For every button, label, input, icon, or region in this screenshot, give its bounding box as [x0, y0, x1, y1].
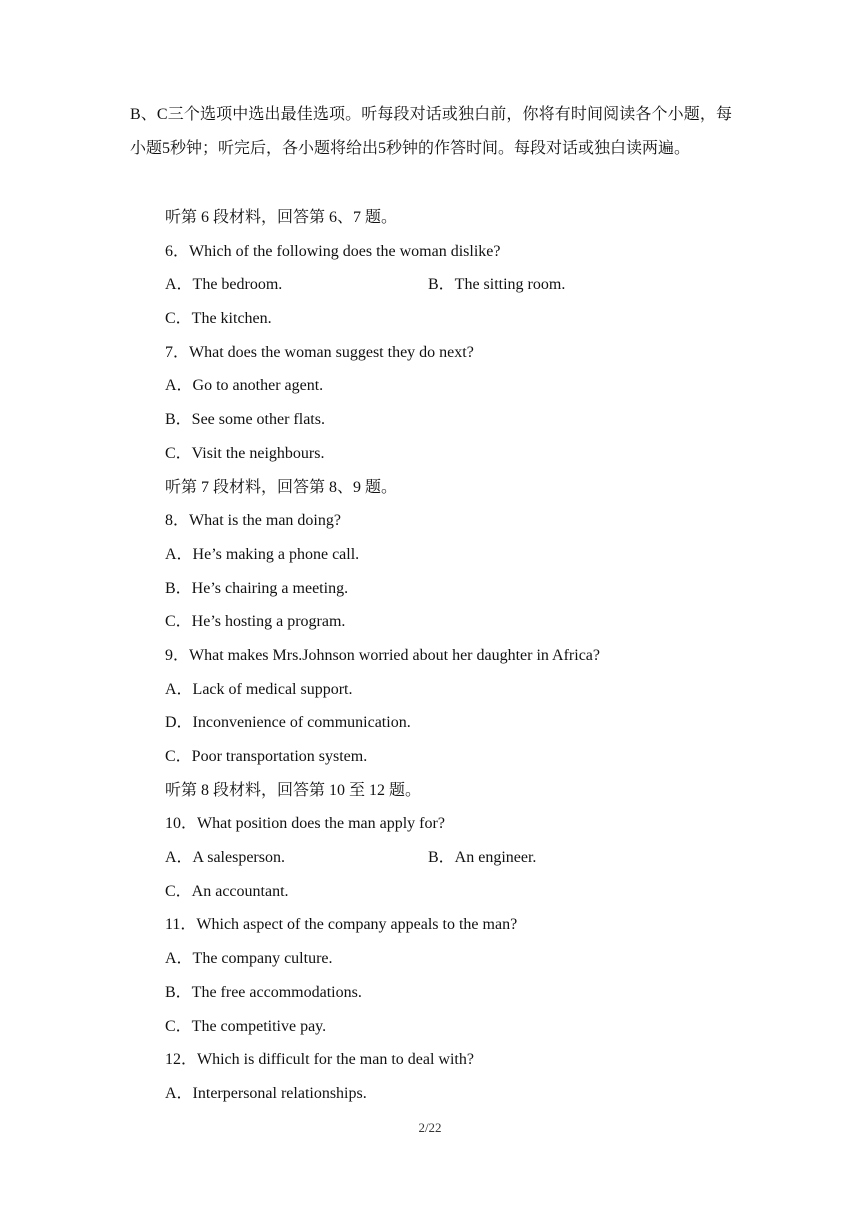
question-12-option-a: A．Interpersonal relationships.: [165, 1084, 367, 1102]
question-10-option-a: A．A salesperson.: [165, 849, 285, 867]
page-number: 2/22: [418, 1120, 442, 1135]
question-7-option-b: B．See some other flats.: [165, 411, 325, 429]
section-heading-8: 听第 8 段材料，回答第 10 至 12 题。: [165, 781, 422, 799]
questions-content: [165, 201, 735, 1111]
question-8-stem: 8．What is the man doing?: [165, 512, 341, 530]
question-9-option-a: A．Lack of medical support.: [165, 680, 353, 698]
question-10-stem: 10．What position does the man apply for?: [165, 815, 445, 833]
question-10-option-c: C．An accountant.: [165, 882, 289, 900]
section-heading-6: 听第 6 段材料，回答第 6、7 题。: [165, 209, 398, 226]
question-7-stem: 7．What does the woman suggest they do next?: [165, 343, 474, 361]
question-11-stem: 11．Which aspect of the company appeals to the man?: [165, 916, 518, 934]
question-7-option-c: C．Visit the neighbours.: [165, 444, 325, 462]
question-9-option-b: D．Inconvenience of communication.: [165, 714, 411, 732]
question-8-option-c: C．He’s hosting a program.: [165, 613, 346, 631]
question-6-options-row: [165, 268, 735, 302]
question-12-stem: 12．Which is difficult for the man to deal with?: [165, 1051, 474, 1069]
question-6-option-b: B．The sitting room.: [428, 276, 566, 294]
question-9-stem: 9．What makes Mrs.Johnson worried about her daughter in Africa?: [165, 646, 600, 664]
question-10-option-b: B．An engineer.: [428, 849, 537, 867]
question-11-option-a: A．The company culture.: [165, 950, 333, 968]
question-9-option-c: C．Poor transportation system.: [165, 748, 368, 765]
section-heading-7: 听第 7 段材料，回答第 8、9 题。: [165, 478, 398, 496]
question-6-option-c: C．The kitchen.: [165, 310, 272, 328]
question-8-option-a: A．He’s making a phone call.: [165, 545, 360, 563]
question-11-option-c: C．The competitive pay.: [165, 1017, 327, 1035]
question-6-stem: 6．Which of the following does the woman dislike?: [165, 242, 501, 260]
question-10-options-row: [165, 841, 735, 875]
question-8-option-b: B．He’s chairing a meeting.: [165, 579, 349, 597]
question-7-option-a: A．Go to another agent.: [165, 377, 324, 395]
instructions-paragraph: B、C三个选项中选出最佳选项。听每段对话或独白前，你将有时间阅读各个小题，每小题5秒钟；听完后，各小题将给出5秒钟的作答时间。每段对话或独白读两遍。: [130, 106, 732, 157]
question-6-option-a: A．The bedroom.: [165, 276, 283, 294]
question-11-option-b: B．The free accommodations.: [165, 983, 362, 1001]
